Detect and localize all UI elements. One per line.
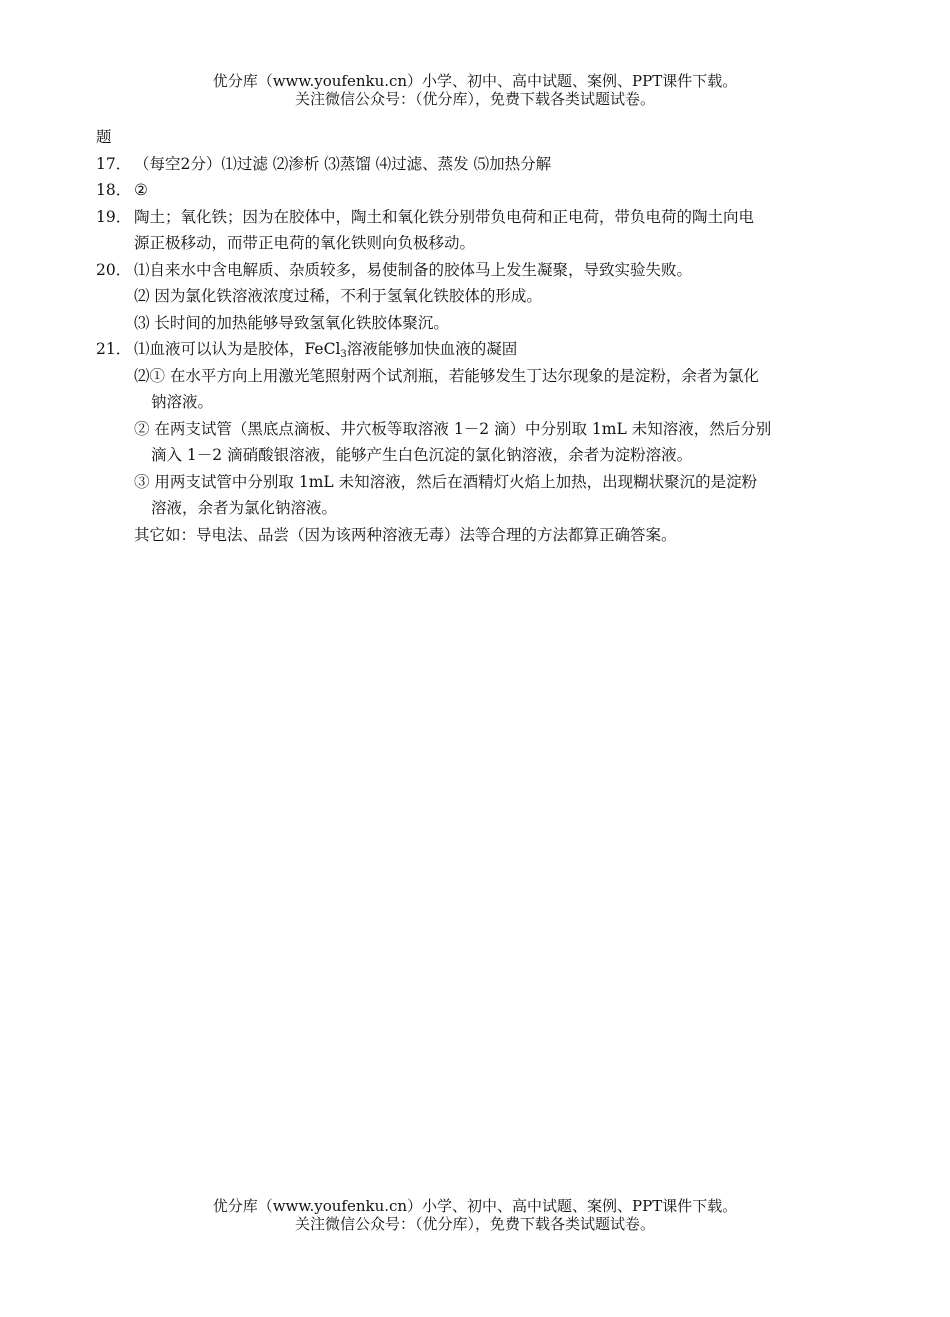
answer-18: [96, 177, 856, 204]
answer-17: [96, 151, 856, 178]
answer-21-other: 其它如：导电法、品尝（因为该两种溶液无毒）法等合理的方法都算正确答案。: [134, 525, 677, 544]
answer-21-method-2: ② 在两支试管（黑底点滴板、井穴板等取溶液 1－2 滴）中分别取 1mL 未知溶液，然后分别: [134, 419, 772, 438]
section-title: 题: [96, 128, 112, 146]
footer-line-2: 关注微信公众号：（优分库），免费下载各类试题试卷。: [294, 1215, 655, 1233]
answer-21-method-3: ③ 用两支试管中分别取 1mL 未知溶液，然后在酒精灯火焰上加热，出现糊状聚沉的是淀粉: [134, 472, 758, 491]
answer-20-part-1: ⑴自来水中含电解质、杂质较多，易使制备的胶体马上发生凝聚，导致实验失败。: [134, 260, 693, 279]
answer-19-continuation: 源正极移动，而带正电荷的氧化铁则向负极移动。: [134, 234, 476, 252]
footer-line-1: 优分库（www.youfenku.cn）小学、初中、高中试题、案例、PPT课件下载。: [212, 1197, 738, 1215]
header-line-1: 优分库（www.youfenku.cn）小学、初中、高中试题、案例、PPT课件下载。: [212, 72, 738, 90]
answer-20-part-3: ⑶ 长时间的加热能够导致氢氧化铁胶体聚沉。: [134, 313, 449, 332]
answer-21-part-1a: ⑴血液可以认为是胶体，FeCl: [134, 340, 341, 358]
answer-20: [96, 257, 856, 284]
answer-21-method-1: ⑵① 在水平方向上用激光笔照射两个试剂瓶，若能够发生丁达尔现象的是淀粉，余者为氯化: [134, 366, 759, 385]
answer-20-part-2: ⑵ 因为氯化铁溶液浓度过稀，不利于氢氧化铁胶体的形成。: [134, 287, 542, 305]
answer-19-number: 19．: [96, 207, 132, 226]
answer-content: [96, 124, 856, 548]
answer-21-method-2-cont: 滴入 1－2 滴硝酸银溶液，能够产生白色沉淀的氯化钠溶液，余者为淀粉溶液。: [151, 446, 693, 464]
answer-19-text: 陶土；氧化铁；因为在胶体中，陶土和氧化铁分别带负电荷和正电荷，带负电荷的陶土向电: [134, 207, 755, 226]
page-footer: [0, 1197, 950, 1233]
answer-17-number: 17．: [96, 154, 132, 173]
header-line-2: 关注微信公众号：（优分库），免费下载各类试题试卷。: [294, 90, 655, 108]
answer-18-text: ②: [134, 181, 148, 199]
answer-21-subscript: 3: [340, 349, 347, 360]
answer-21-part-1b: 溶液能够加快血液的凝固: [346, 340, 518, 358]
answer-19: [96, 204, 856, 231]
answer-21-method-1-cont: 钠溶液。: [151, 393, 214, 411]
answer-21-number: 21．: [96, 340, 132, 358]
answer-21-method-3-cont: 溶液，余者为氯化钠溶液。: [151, 499, 338, 517]
page-header: [0, 72, 950, 108]
answer-21: [96, 336, 856, 363]
answer-20-number: 20．: [96, 260, 132, 279]
answer-17-text: （每空2分）⑴过滤 ⑵渗析 ⑶蒸馏 ⑷过滤、蒸发 ⑸加热分解: [134, 154, 552, 173]
answer-18-number: 18．: [96, 181, 132, 199]
